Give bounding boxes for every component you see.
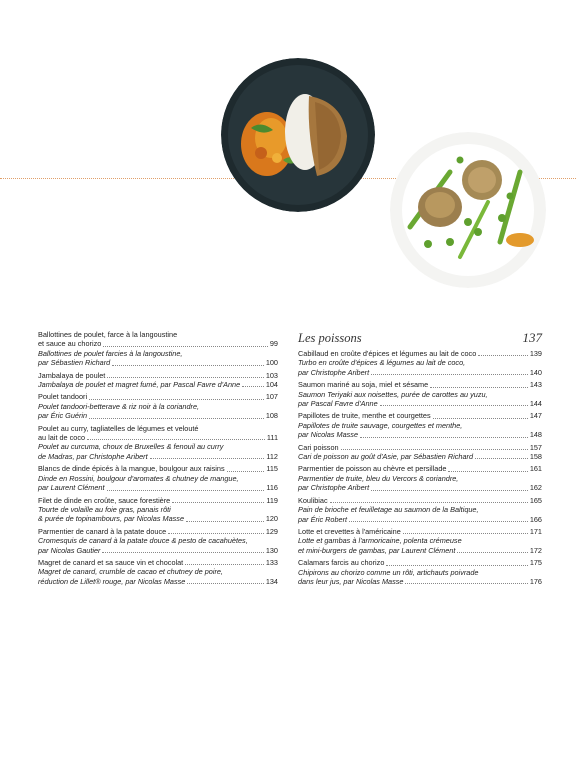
entry-variant-line	[38, 442, 278, 451]
entry-text: réduction de Lillet® rouge, par Nicolas Masse	[38, 576, 186, 586]
entry-text: Filet de dinde en croûte, sauce forestière	[38, 495, 171, 505]
page-number: 103	[265, 370, 278, 380]
entry-title-line	[298, 380, 542, 389]
entry-variant-line	[298, 368, 542, 377]
page-number: 107	[265, 392, 278, 402]
dot-leader	[102, 552, 263, 553]
entry-text: Calamars farcis au chorizo	[298, 558, 385, 568]
dot-leader	[227, 471, 265, 472]
page-number: 99	[269, 339, 278, 349]
entry-text: par Christophe Aribert	[298, 367, 370, 377]
entry-variant-line	[38, 514, 278, 523]
dot-leader	[403, 533, 528, 534]
page-number: 100	[265, 358, 278, 368]
entry-title-line	[298, 527, 542, 536]
toc-entry	[38, 330, 278, 368]
entry-variant-line	[298, 430, 542, 439]
entry-text: Ballottines de poulet, farce à la langoustine	[38, 330, 178, 339]
entry-variant-line	[298, 577, 542, 586]
toc-entry	[38, 527, 278, 555]
dot-leader	[341, 449, 528, 450]
entry-variant-line	[298, 390, 542, 399]
entry-title-line	[38, 527, 278, 536]
entry-title-line	[38, 433, 278, 442]
dot-leader	[448, 471, 527, 472]
page-number: 140	[529, 367, 542, 377]
entry-text: Poulet tandoori	[38, 392, 88, 402]
entry-text: Papillotes de truite, menthe et courgettes	[298, 411, 431, 421]
page-number: 104	[265, 380, 278, 390]
page-number: 162	[529, 483, 542, 493]
dot-leader	[185, 564, 264, 565]
entry-text: dans leur jus, par Nicolas Masse	[298, 576, 404, 586]
entry-title-line	[298, 464, 542, 473]
entry-text: par Nicolas Gautier	[38, 545, 101, 555]
entry-text: par Pascal Favre d'Anne	[298, 399, 378, 409]
dot-leader	[87, 439, 265, 440]
entry-text: Blancs de dinde épicés à la mangue, boulgour aux raisins	[38, 464, 225, 474]
toc-entry	[298, 558, 542, 586]
page-number: 147	[529, 411, 542, 421]
dot-leader	[107, 490, 265, 491]
entry-variant-line	[38, 536, 278, 545]
dot-leader	[380, 405, 528, 406]
entry-text: Jambalaya de poulet	[38, 370, 106, 380]
page-number: 176	[529, 576, 542, 586]
page-number: 158	[529, 452, 542, 462]
entry-text: Cari de poisson au goût d'Asie, par Sébastien Richard	[298, 452, 474, 462]
entry-title-line	[298, 349, 542, 358]
toc-entry	[298, 443, 542, 462]
dot-leader	[89, 399, 264, 400]
entry-variant-line	[38, 402, 278, 411]
dot-leader	[475, 458, 528, 459]
entry-text: de Madras, par Christophe Aribert	[38, 451, 148, 461]
entry-text: Lotte et gambas à l'armoricaine, polenta crémeuse	[298, 536, 462, 546]
dot-leader	[187, 583, 263, 584]
dot-leader	[112, 365, 264, 366]
dot-leader	[430, 387, 528, 388]
page-number: 175	[529, 558, 542, 568]
entry-title-line	[38, 330, 278, 339]
dot-leader	[150, 458, 265, 459]
entry-title-line	[298, 558, 542, 567]
page-number: 130	[265, 545, 278, 555]
toc-entry	[38, 371, 278, 390]
page-number: 165	[529, 495, 542, 505]
page-number: 139	[529, 349, 542, 358]
page-number: 134	[265, 576, 278, 586]
toc-entries	[298, 349, 542, 586]
page-number: 133	[265, 557, 278, 567]
entry-text: Poulet au curcuma, choux de Bruxelles & fenouil au curry	[38, 442, 224, 452]
dot-leader	[168, 533, 264, 534]
entry-text: Chipirons au chorizo comme un rôti, artichauts poivrade	[298, 567, 479, 577]
toc-entry	[38, 496, 278, 524]
page-number: 166	[529, 514, 542, 524]
toc-column-right	[298, 330, 542, 589]
entry-text: par Éric Guérin	[38, 411, 88, 421]
toc-column-left	[38, 330, 278, 589]
entry-variant-line	[298, 399, 542, 408]
entry-title-line	[38, 496, 278, 505]
toc-entry	[298, 380, 542, 408]
page-number: 112	[266, 451, 278, 461]
dot-leader	[242, 386, 264, 387]
entry-variant-line	[38, 380, 278, 389]
entry-variant-line	[298, 421, 542, 430]
entry-variant-line	[38, 546, 278, 555]
quail-dish-photo	[390, 132, 546, 288]
entry-variant-line	[298, 505, 542, 514]
entry-text: par Laurent Clément	[38, 483, 105, 493]
entry-text: Cabillaud en croûte d'épices et légumes au lait de coco	[298, 349, 477, 358]
entry-variant-line	[298, 474, 542, 483]
entry-text: Jambalaya de poulet et magret fumé, par Pascal Favre d'Anne	[38, 380, 241, 390]
dot-leader	[186, 521, 264, 522]
toc-entry	[38, 392, 278, 420]
toc-entry	[38, 424, 278, 462]
entry-text: Pain de brioche et feuilletage au saumon de la Baltique,	[298, 505, 479, 515]
toc-entry	[298, 527, 542, 555]
page-number: 143	[529, 380, 542, 390]
dot-leader	[330, 502, 528, 503]
entry-text: Cari poisson	[298, 442, 339, 452]
page-number: 111	[266, 433, 278, 443]
fish-dish-photo	[221, 58, 375, 212]
entry-text: Saumon mariné au soja, miel et sésame	[298, 380, 429, 390]
entry-title-line	[298, 411, 542, 420]
entry-text: & purée de topinambours, par Nicolas Masse	[38, 514, 185, 524]
entry-text: Poulet tandoori-betterave & riz noir à la coriandre,	[38, 401, 200, 411]
dot-leader	[360, 437, 528, 438]
entry-variant-line	[38, 483, 278, 492]
page-number: 119	[266, 495, 278, 505]
page-number: 161	[529, 464, 542, 474]
entry-text: et mini-burgers de gambas, par Laurent Clément	[298, 545, 456, 555]
entry-title-line	[38, 339, 278, 348]
dot-leader	[457, 552, 527, 553]
entry-variant-line	[38, 358, 278, 367]
toc-entry	[298, 496, 542, 524]
entry-text: Poulet au curry, tagliatelles de légumes et velouté	[38, 423, 199, 433]
page-number: 120	[265, 514, 278, 524]
toc-entry	[298, 411, 542, 439]
section-page-number: 137	[522, 330, 542, 345]
entry-text: Cromesquis de canard à la patate douce & pesto de cacahuètes,	[38, 536, 248, 546]
entry-variant-line	[38, 349, 278, 358]
page-number: 108	[265, 411, 278, 421]
toc-entry	[38, 558, 278, 586]
page-number: 144	[529, 399, 542, 409]
entry-text: Lotte et crevettes à l'américaine	[298, 526, 401, 536]
entry-text: Tourte de volaille au foie gras, panais rôti	[38, 504, 171, 514]
page-number: 157	[529, 442, 542, 452]
entry-variant-line	[38, 452, 278, 461]
entry-title-line	[298, 496, 542, 505]
entry-text: par Sébastien Richard	[38, 358, 111, 368]
dot-leader	[349, 521, 528, 522]
entry-text: Parmentier de canard à la patate douce	[38, 526, 167, 536]
entry-text: Parmentier de poisson au chèvre et persillade	[298, 464, 447, 474]
entry-variant-line	[298, 452, 542, 461]
dot-leader	[433, 418, 528, 419]
toc-entry	[298, 349, 542, 377]
entry-title-line	[298, 443, 542, 452]
entry-text: Magret de canard, crumble de cacao et chutney de poire,	[38, 567, 223, 577]
dot-leader	[107, 377, 263, 378]
entry-title-line	[38, 464, 278, 473]
entry-variant-line	[298, 358, 542, 367]
entry-title-line	[38, 371, 278, 380]
page-number: 148	[529, 430, 542, 440]
entry-variant-line	[38, 567, 278, 576]
section-title: Les poissons	[298, 331, 362, 345]
dot-leader	[371, 374, 528, 375]
entry-variant-line	[298, 568, 542, 577]
page-number: 171	[529, 526, 542, 536]
entry-title-line	[38, 558, 278, 567]
entry-text: Ballottines de poulet farcies à la langoustine,	[38, 348, 183, 358]
entry-text: Papillotes de truite sauvage, courgettes et menthe,	[298, 420, 463, 430]
dot-leader	[103, 346, 268, 347]
page-number: 129	[265, 526, 278, 536]
entry-text: par Christophe Aribert	[298, 483, 370, 493]
entry-variant-line	[38, 577, 278, 586]
entry-title-line	[38, 392, 278, 401]
entry-variant-line	[38, 505, 278, 514]
page-number: 115	[266, 464, 278, 474]
entry-text: Saumon Teriyaki aux noisettes, purée de carottes au yuzu,	[298, 389, 488, 399]
entry-variant-line	[298, 515, 542, 524]
section-heading	[298, 330, 542, 348]
entry-variant-line	[298, 536, 542, 545]
entry-text: au lait de coco	[38, 433, 86, 443]
page-number: 116	[266, 483, 278, 493]
entry-text: et sauce au chorizo	[38, 339, 102, 349]
dot-leader	[405, 583, 527, 584]
entry-text: par Nicolas Masse	[298, 430, 359, 440]
dot-leader	[89, 418, 264, 419]
dot-leader	[386, 565, 527, 566]
entry-text: Magret de canard et sa sauce vin et chocolat	[38, 557, 184, 567]
entry-text: Turbo en croûte d'épices & légumes au lait de coco,	[298, 358, 466, 368]
entry-text: Parmentier de truite, bleu du Vercors & coriandre,	[298, 473, 459, 483]
entry-variant-line	[38, 474, 278, 483]
entry-variant-line	[298, 546, 542, 555]
toc-entry	[298, 464, 542, 492]
dot-leader	[478, 355, 528, 356]
page-number: 172	[529, 545, 542, 555]
entry-title-line	[38, 424, 278, 433]
dot-leader	[371, 490, 528, 491]
entry-text: Dinde en Rossini, boulgour d'aromates & chutney de mangue,	[38, 473, 239, 483]
toc-entry	[38, 464, 278, 492]
entry-text: Koulibiac	[298, 495, 328, 505]
entry-variant-line	[298, 483, 542, 492]
entry-variant-line	[38, 411, 278, 420]
dot-leader	[172, 502, 264, 503]
entry-text: par Éric Robert	[298, 514, 348, 524]
